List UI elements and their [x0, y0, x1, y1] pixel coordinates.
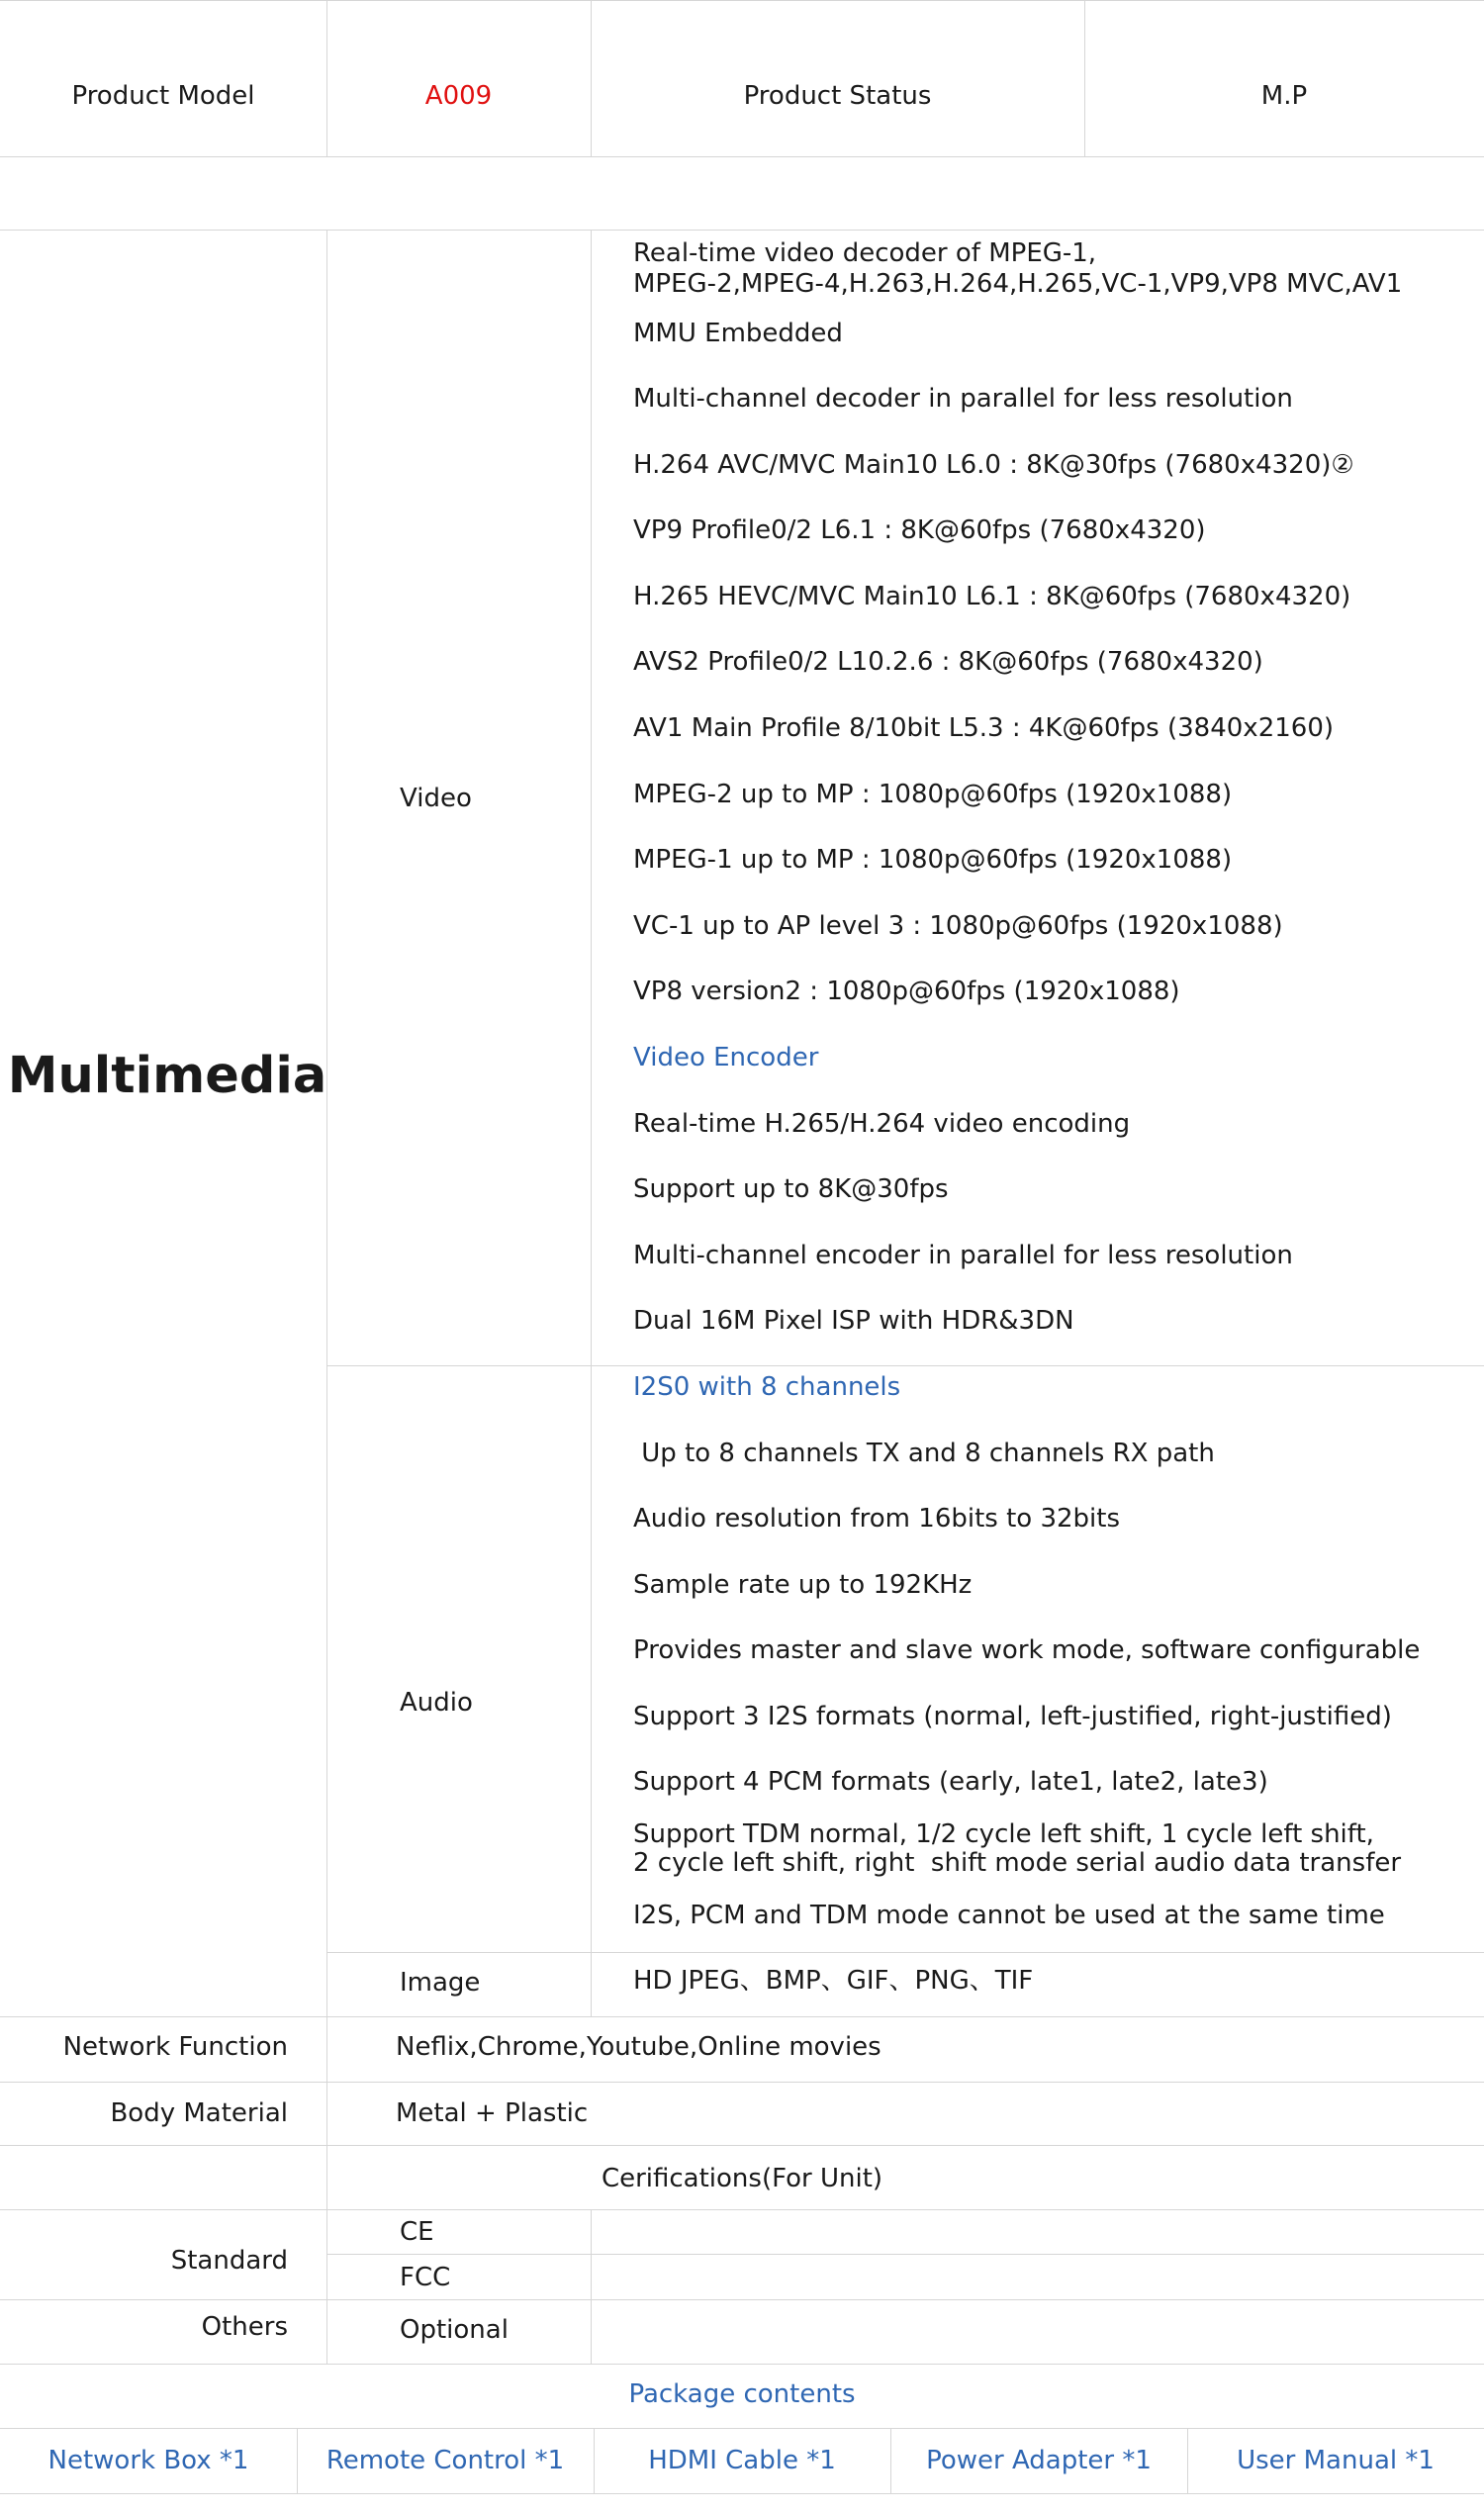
video-encoder-line: Support up to 8K@30fps	[633, 1174, 949, 1204]
video-spec-line: MPEG-1 up to MP : 1080p@60fps (1920x1088)	[633, 845, 1233, 875]
video-spec-line: VC-1 up to AP level 3 : 1080p@60fps (1920x1088)	[633, 911, 1283, 941]
video-encoder-line: Multi-channel encoder in parallel for less resolution	[633, 1241, 1293, 1270]
image-label: Image	[400, 1968, 481, 1998]
video-spec-line: H.265 HEVC/MVC Main10 L6.1 : 8K@60fps (7680x4320)	[633, 582, 1351, 611]
video-spec-line: VP8 version2 : 1080p@60fps (1920x1088)	[633, 977, 1180, 1006]
video-encoder-heading: Video Encoder	[633, 1043, 819, 1072]
others-label: Others	[201, 2312, 288, 2342]
video-spec-line: H.264 AVC/MVC Main10 L6.0 : 8K@30fps (7680x4320)②	[633, 450, 1354, 480]
body-material-label: Body Material	[110, 2098, 288, 2128]
network-function-label: Network Function	[62, 2032, 288, 2062]
audio-spec-line: Up to 8 channels TX and 8 channels RX path	[633, 1439, 1215, 1468]
certifications-heading: Cerifications(For Unit)	[601, 2164, 883, 2193]
video-spec-line: VP9 Profile0/2 L6.1 : 8K@60fps (7680x4320)	[633, 515, 1206, 545]
video-spec-line: MPEG-2 up to MP : 1080p@60fps (1920x1088)	[633, 780, 1233, 809]
audio-spec-line: I2S, PCM and TDM mode cannot be used at the same time	[633, 1901, 1385, 1930]
product-status-value: M.P	[1260, 81, 1308, 111]
package-item-remote-control: Remote Control *1	[325, 2446, 565, 2475]
product-model-value: A009	[424, 81, 493, 111]
video-spec-line: Real-time video decoder of MPEG-1, MPEG-2,MPEG-4,H.263,H.264,H.265,VC-1,VP9,VP8 MVC,AV1	[633, 238, 1403, 299]
audio-spec-line: Audio resolution from 16bits to 32bits	[633, 1504, 1121, 1534]
image-formats: HD JPEG、BMP、GIF、PNG、TIF	[633, 1966, 1034, 1996]
video-label: Video	[400, 784, 472, 813]
standard-item-ce: CE	[400, 2217, 434, 2247]
product-model-label: Product Model	[71, 81, 255, 111]
video-spec-line: AVS2 Profile0/2 L10.2.6 : 8K@60fps (7680x4320)	[633, 647, 1263, 677]
network-function-value: Neflix,Chrome,Youtube,Online movies	[396, 2032, 881, 2062]
others-value: Optional	[400, 2315, 509, 2345]
package-item-hdmi-cable: HDMI Cable *1	[648, 2446, 836, 2475]
video-encoder-line: Real-time H.265/H.264 video encoding	[633, 1109, 1131, 1139]
video-encoder-line: Dual 16M Pixel ISP with HDR&3DN	[633, 1306, 1074, 1336]
body-material-value: Metal + Plastic	[396, 2098, 589, 2128]
standard-label: Standard	[170, 2246, 288, 2276]
video-spec-line: AV1 Main Profile 8/10bit L5.3 : 4K@60fps (3840x2160)	[633, 713, 1335, 743]
package-item-network-box: Network Box *1	[47, 2446, 249, 2475]
audio-spec-line: Sample rate up to 192KHz	[633, 1570, 973, 1600]
multimedia-section-label: Multimedia	[7, 1047, 327, 1105]
audio-spec-line: Support 3 I2S formats (normal, left-justified, right-justified)	[633, 1702, 1392, 1731]
audio-spec-line: Support TDM normal, 1/2 cycle left shift, 1 cycle left shift, 2 cycle left shift, right shift mode serial audio data transfer	[633, 1819, 1402, 1878]
standard-item-fcc: FCC	[400, 2263, 451, 2292]
product-status-label: Product Status	[743, 81, 932, 111]
audio-heading: I2S0 with 8 channels	[633, 1372, 901, 1402]
audio-spec-line: Provides master and slave work mode, software configurable	[633, 1635, 1421, 1665]
package-item-power-adapter: Power Adapter *1	[926, 2446, 1152, 2475]
video-spec-line: Multi-channel decoder in parallel for less resolution	[633, 384, 1293, 414]
audio-spec-line: Support 4 PCM formats (early, late1, late2, late3)	[633, 1767, 1268, 1797]
audio-label: Audio	[400, 1688, 473, 1718]
video-spec-line: MMU Embedded	[633, 319, 843, 348]
package-item-user-manual: User Manual *1	[1237, 2446, 1435, 2475]
package-contents-heading: Package contents	[628, 2379, 856, 2409]
